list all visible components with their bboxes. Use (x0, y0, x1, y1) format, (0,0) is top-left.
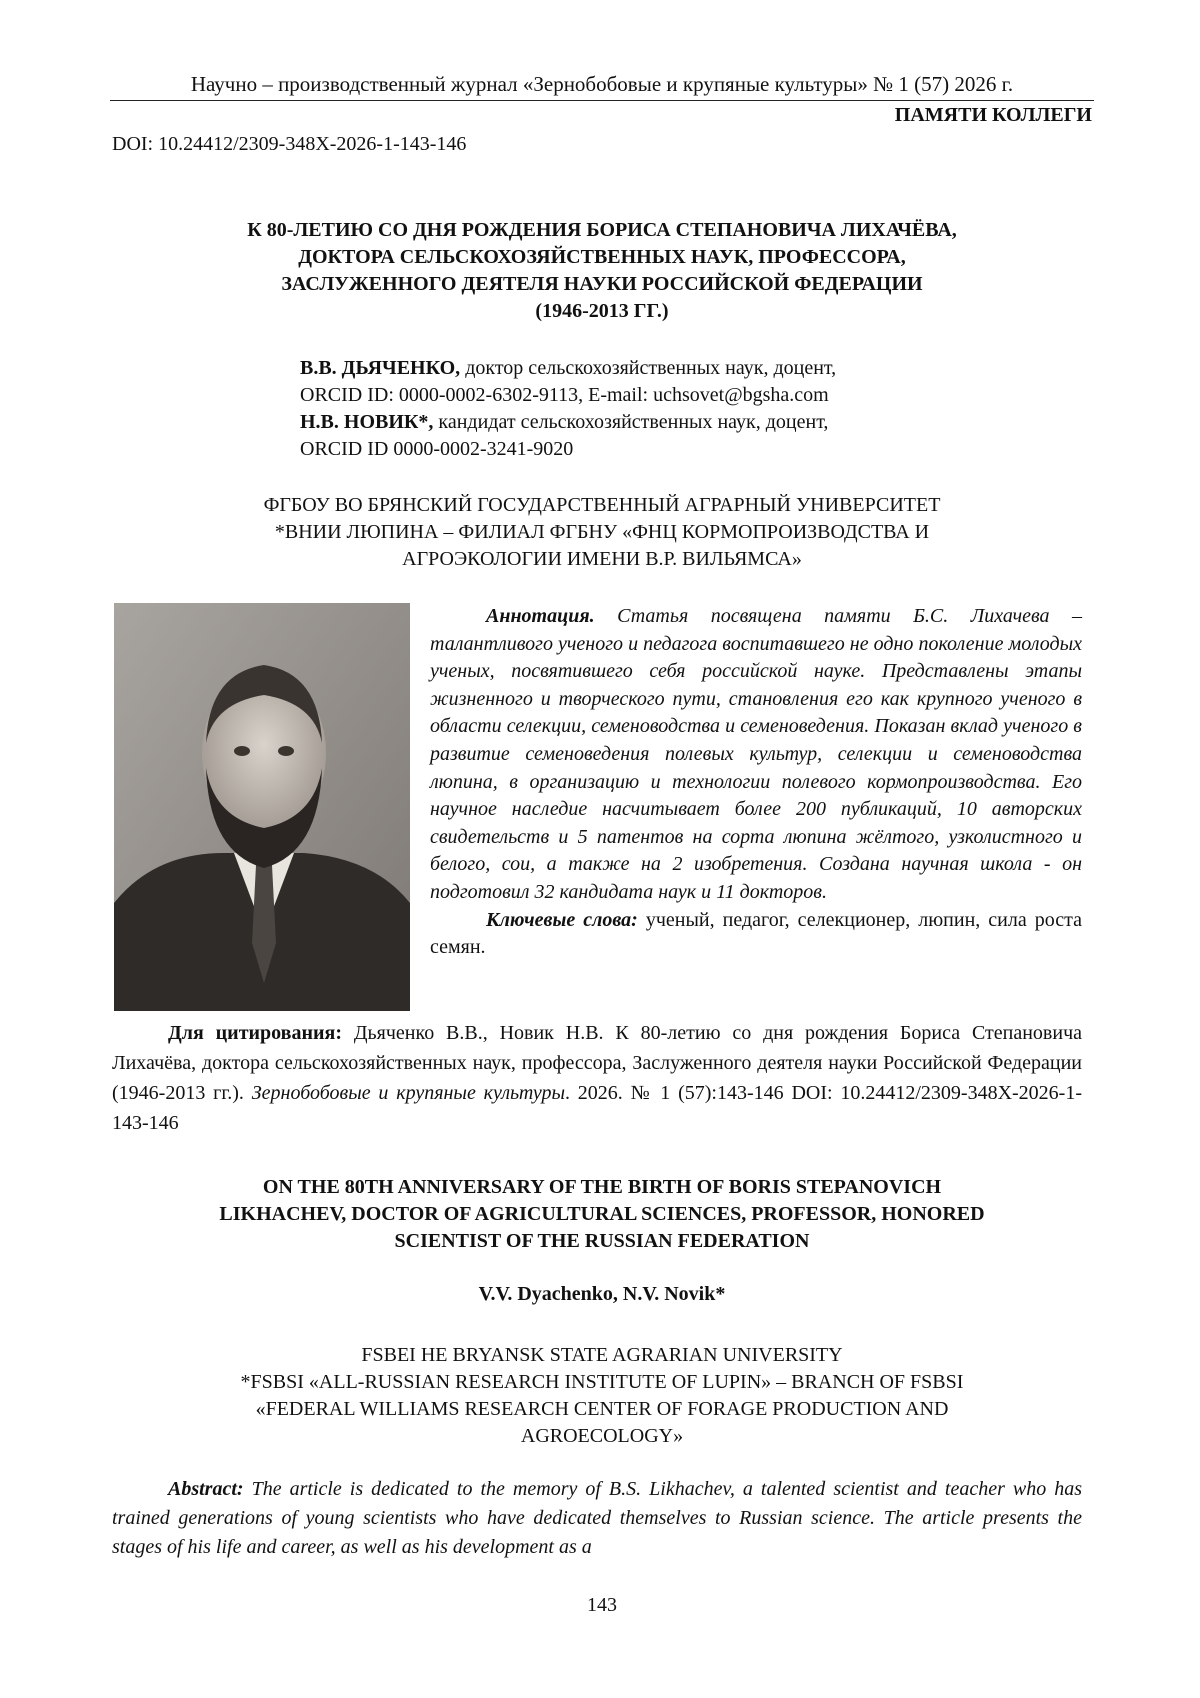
affiliation-en (110, 1342, 1094, 1450)
annotation (430, 603, 1082, 962)
author-ids: ORCID ID 0000-0002-3241-9020 (300, 438, 574, 460)
abstract-en (112, 1475, 1082, 1562)
citation (112, 1018, 1082, 1138)
article-title-ru (110, 217, 1094, 325)
abstract-text: The article is dedicated to the memory of B.S. Likhachev, a talented scientist and teacher who has trained generations of young scientists who have dedicated themselves to Russian science. The article presents the stages of his life and career, as well as his development as a (112, 1478, 1083, 1558)
title-line: (1946-2013 ГГ.) (535, 300, 669, 322)
abstract-paragraph (112, 1475, 1082, 1562)
title-line: ДОКТОРА СЕЛЬСКОХОЗЯЙСТВЕННЫХ НАУК, ПРОФЕССОРА, (298, 246, 906, 268)
page-number: 143 (587, 1594, 617, 1616)
title-line: ON THE 80TH ANNIVERSARY OF THE BIRTH OF BORIS STEPANOVICH (262, 1176, 942, 1198)
affiliation-line: ФГБОУ ВО БРЯНСКИЙ ГОСУДАРСТВЕННЫЙ АГРАРНЫЙ УНИВЕРСИТЕТ (263, 494, 941, 516)
portrait-photo (114, 603, 410, 1011)
authors-en: V.V. Dyachenko, N.V. Novik* (478, 1283, 726, 1305)
annotation-text: Статья посвящена памяти Б.С. Лихачева – талантливого ученого и педагога воспитавшего не одно поколение молодых ученых, посвятившего себя российской науке. Представлены этапы жизненного и творческого пути, становления его как крупного ученого в области селекции, семеноводства и семеноведения. Показан вклад ученого в развитие семеноведения полевых культур, селекции и семеноводства люпина, в организацию и технологии полевого кормопроизводства. Его научное наследие насчитывает более 200 публикаций, 10 авторских свидетельств и 5 патентов на сорта люпина жёлтого, узколистного и белого, сои, а также на 2 изобретения. Создана научная школа - он подготовил 32 кандидата наук и 11 докторов. (430, 605, 1082, 903)
doi: DOI: 10.24412/2309-348X-2026-1-143-146 (112, 133, 467, 155)
author-role: кандидат сельскохозяйственных наук, доцент, (433, 411, 829, 433)
author-name: Н.В. НОВИК*, (300, 411, 434, 433)
portrait-illustration (114, 603, 410, 1011)
citation-tail: . 2026. № 1 (57):143-146 DOI: 10.24412/2309-348X-2026-1-143-146 (112, 1082, 1082, 1134)
author-role: доктор сельскохозяйственных наук, доцент, (460, 357, 837, 379)
title-line: SCIENTIST OF THE RUSSIAN FEDERATION (394, 1230, 810, 1252)
keywords-paragraph (430, 907, 1082, 962)
authors-ru (300, 355, 1060, 463)
affiliation-line: FSBEI HE BRYANSK STATE AGRARIAN UNIVERSITY (361, 1344, 843, 1366)
affiliation-line: АГРОЭКОЛОГИИ ИМЕНИ В.Р. ВИЛЬЯМСА» (402, 548, 802, 570)
citation-paragraph (112, 1018, 1082, 1138)
citation-journal: Зернобобовые и крупяные культуры (251, 1082, 565, 1104)
title-line: К 80-ЛЕТИЮ СО ДНЯ РОЖДЕНИЯ БОРИСА СТЕПАНОВИЧА ЛИХАЧЁВА, (247, 219, 957, 241)
abstract-label: Abstract: (168, 1478, 244, 1500)
citation-label: Для цитирования: (168, 1022, 343, 1044)
article-title-en (110, 1174, 1094, 1255)
author-ids: ORCID ID: 0000-0002-6302-9113, E-mail: uchsovet@bgsha.com (300, 384, 829, 406)
affiliation-line: AGROECOLOGY» (520, 1425, 684, 1447)
annotation-label: Аннотация. (486, 605, 595, 627)
affiliation-ru (110, 492, 1094, 573)
affiliation-line: «FEDERAL WILLIAMS RESEARCH CENTER OF FORAGE PRODUCTION AND (255, 1398, 949, 1420)
keywords-text: ученый, педагог, селекционер, люпин, сила роста семян. (430, 908, 1082, 959)
affiliation-line: *FSBSI «ALL-RUSSIAN RESEARCH INSTITUTE OF LUPIN» – BRANCH OF FSBSI (240, 1371, 964, 1393)
citation-text: Дьяченко В.В., Новик Н.В. К 80-летию со дня рождения Бориса Степановича Лихачёва, доктора сельскохозяйственных наук, профессора, Заслуженного деятеля науки Российской Федерации (1946-2013 гг.). (112, 1022, 1083, 1104)
affiliation-line: *ВНИИ ЛЮПИНА – ФИЛИАЛ ФГБНУ «ФНЦ КОРМОПРОИЗВОДСТВА И (274, 521, 930, 543)
author-line (300, 355, 1060, 382)
title-line: ЗАСЛУЖЕННОГО ДЕЯТЕЛЯ НАУКИ РОССИЙСКОЙ ФЕДЕРАЦИИ (281, 273, 923, 295)
annotation-paragraph (430, 603, 1082, 907)
author-line (300, 409, 1060, 436)
title-line: LIKHACHEV, DOCTOR OF AGRICULTURAL SCIENCES, PROFESSOR, HONORED (219, 1203, 985, 1225)
keywords-label: Ключевые слова: (486, 908, 638, 931)
journal-header: Научно – производственный журнал «Зернобобовые и крупяные культуры» № 1 (57) 2026 г. (190, 72, 1014, 96)
section-label: ПАМЯТИ КОЛЛЕГИ (894, 104, 1092, 126)
author-name: В.В. ДЬЯЧЕНКО, (300, 357, 461, 379)
header-rule (110, 100, 1094, 101)
